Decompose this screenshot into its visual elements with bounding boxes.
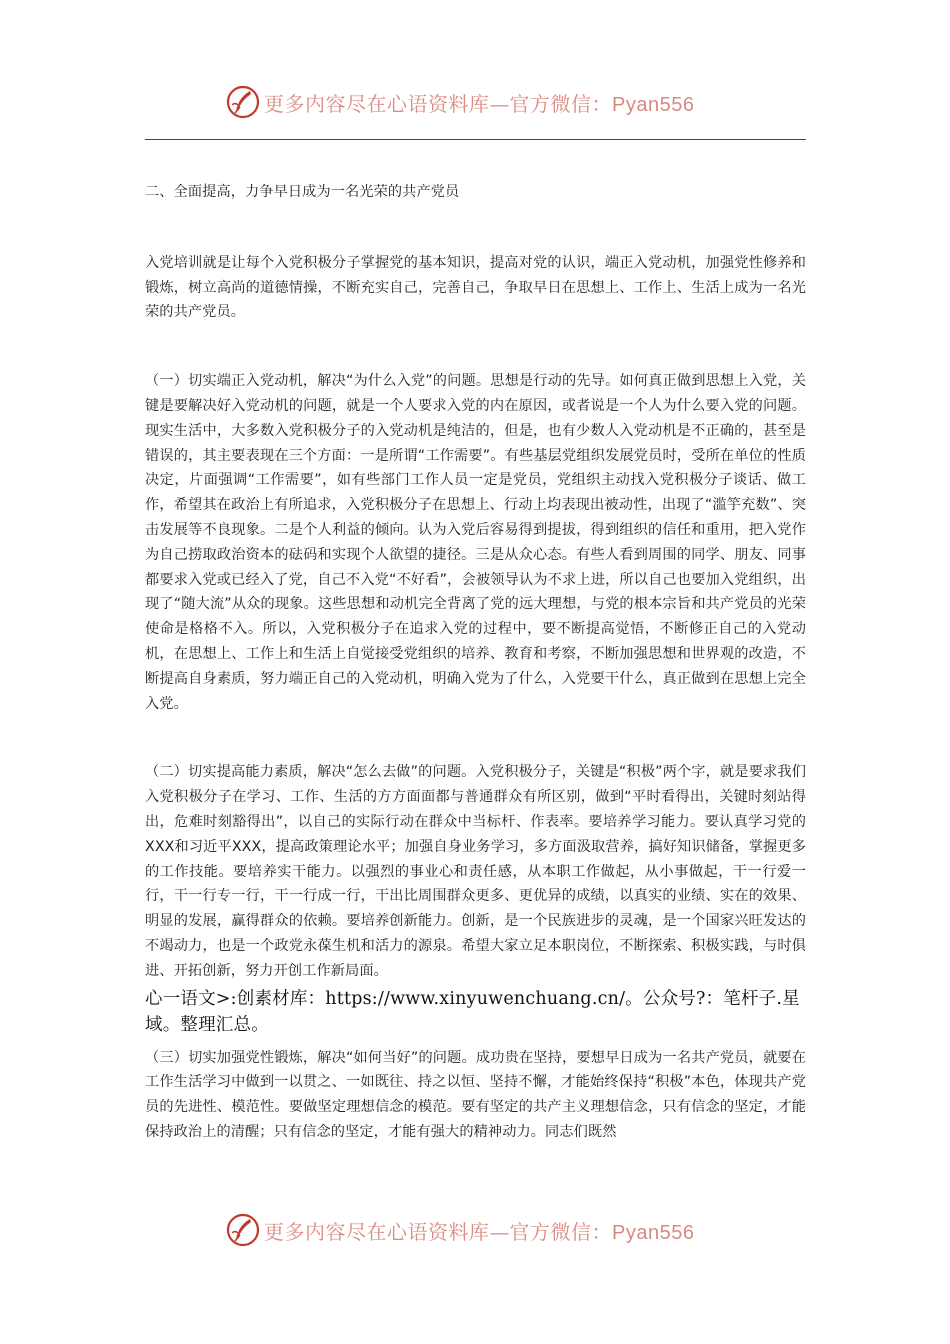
- banner-separator: —: [489, 1219, 510, 1244]
- intro-paragraph: 入党培训就是让每个入党积极分子掌握党的基本知识，提高对党的认识，端正入党动机，加强党性修养和锻炼，树立高尚的道德情操，不断充实自己，完善自己，争取早日在思想上、工作上、生活上成为一名光荣的共产党员。: [145, 254, 806, 321]
- banner-main-text: 更多内容尽在心语资料库: [264, 1219, 490, 1244]
- quill-logo-icon: [226, 85, 260, 119]
- banner-official-text: 官方微信：: [509, 91, 612, 116]
- banner-text: [264, 88, 694, 117]
- document-body: [145, 180, 806, 1145]
- banner-official-text: 官方微信：: [509, 1219, 612, 1244]
- footer-banner: [0, 1210, 950, 1250]
- point-three-paragraph: （三）切实加强党性锻炼，解决“如何当好”的问题。成功贵在坚持，要想早日成为一名共产党员，就要在工作生活学习中做到一以贯之、一如既往、持之以恒、坚持不懈，才能始终保持“积极”本色，体现共产党员的先进性、模范性。要做坚定理想信念的模范。要有坚定的共产主义理想信念，只有信念的坚定，才能保持政治上的清醒；只有信念的坚定，才能有强大的精神动力。同志们既然: [145, 1049, 806, 1140]
- point-two-paragraph: （二）切实提高能力素质，解决“怎么去做”的问题。入党积极分子，关键是“积极”两个字，就是要求我们入党积极分子在学习、工作、生活的方方面面都与普通群众有所区别，做到“平时看得出，关键时刻站得出，危难时刻豁得出”，以自己的实际行动在群众中当标杆、作表率。要培养学习能力。要认真学习党的XXX和习近平XXX，提高政策理论水平；加强自身业务学习，多方面汲取营养，搞好知识储备，掌握更多的工作技能。要培养实干能力。以强烈的事业心和责任感，从本职工作做起，从小事做起，干一行爱一行，干一行专一行，干一行成一行，干出比周围群众更多、更优异的成绩，以真实的业绩、实在的效果、明显的发展，赢得群众的依赖。要培养创新能力。创新，是一个民族进步的灵魂，是一个国家兴旺发达的不竭动力，也是一个政党永葆生机和活力的源泉。希望大家立足本职岗位，不断探索、积极实践，与时俱进、开拓创新，努力开创工作新局面。: [145, 764, 806, 979]
- point-one-paragraph: （一）切实端正入党动机，解决“为什么入党”的问题。思想是行动的先导。如何真正做到思想上入党，关键是要解决好入党动机的问题，就是一个人要求入党的内在原因，或者说是一个人为什么要入党的问题。现实生活中，大多数入党积极分子的入党动机是纯洁的，但是，也有少数人入党动机是不正确的，甚至是错误的，其主要表现在三个方面：一是所谓“工作需要”。有些基层党组织发展党员时，受所在单位的性质决定，片面强调“工作需要”，如有些部门工作人员一定是党员，党组织主动找入党积极分子谈话、做工作，希望其在政治上有所追求，入党积极分子在思想上、行动上均表现出被动性，出现了“滥竽充数”、突击发展等不良现象。二是个人利益的倾向。认为入党后容易得到提拔，得到组织的信任和重用，把入党作为自己捞取政治资本的砝码和实现个人欲望的捷径。三是从众心态。有些人看到周围的同学、朋友、同事都要求入党或已经入了党，自己不入党“不好看”，会被领导认为不求上进，所以自己也要加入党组织，出现了“随大流”从众的现象。这些思想和动机完全背离了党的远大理想，与党的根本宗旨和共产党员的光荣使命是格格不入。所以，入党积极分子在追求入党的过程中，要不断提高觉悟，不断修正自己的入党动机，在思想上、工作上和生活上自觉接受党组织的培养、教育和考察，不断加强思想和世界观的改造，不断提高自身素质，努力端正自己的入党动机，明确入党为了什么，入党要干什么，真正做到在思想上完全入党。: [145, 373, 806, 712]
- banner-main-text: 更多内容尽在心语资料库: [264, 91, 490, 116]
- quill-logo-icon: [226, 1213, 260, 1247]
- banner-text: [264, 1216, 694, 1245]
- banner-separator: —: [489, 91, 510, 116]
- header-divider: [145, 139, 806, 140]
- source-watermark-line: 心一语文>:创素材库：https://www.xinyuwenchuang.cn/。公众号?：笔杆子.星域。整理汇总。: [145, 988, 800, 1035]
- banner-wechat-id: Pyan556: [612, 1221, 695, 1244]
- banner-wechat-id: Pyan556: [612, 93, 695, 116]
- header-banner: [0, 82, 950, 122]
- section-heading: 二、全面提高，力争早日成为一名光荣的共产党员: [145, 184, 460, 200]
